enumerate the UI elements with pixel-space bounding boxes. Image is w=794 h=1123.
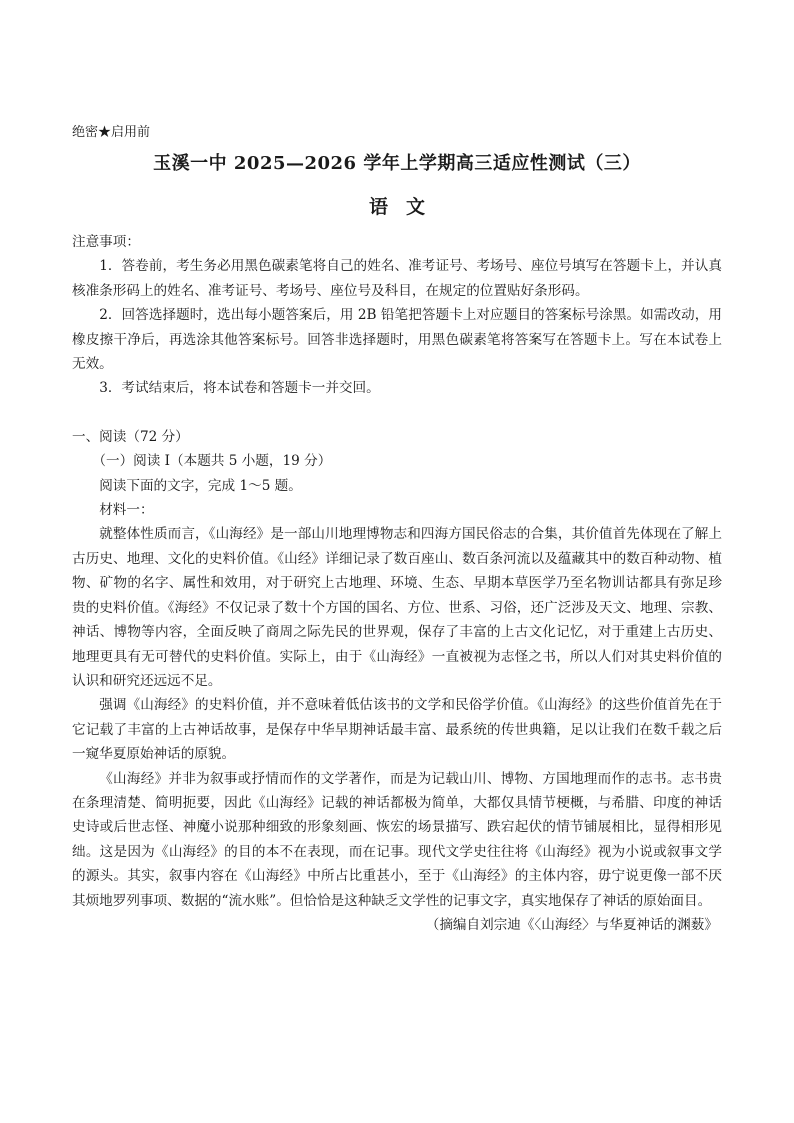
notice-item: 3．考试结束后，将本试卷和答题卡一并交回。 [99, 380, 380, 397]
subject-title: 语文 [368, 196, 443, 218]
notice-heading: 注意事项： [72, 234, 140, 250]
material-paragraph: 就整体性质而言，《山海经》是一部山川地理博物志和四海方国民俗志的合集，其价值首先体现在了解上古历史、地理、文化的史料价值。《山经》详细记录了数百座山、数百条河流以及蕴藏其中的数百种动物、植物、矿物的名字、属性和效用，对于研究上古地理、环境、生态、早期本草医学乃至名物训诂都具有弥足珍贵的史料价值。《海经》不仅记录了数十个方国的国名、方位、世系、习俗，还广泛涉及天文、地理、宗教、神话、博物等内容，全面反映了商周之际先民的世界观，保存了丰富的上古文化记忆，对于重建上古历史、地理更具有无可替代的史料价值。实际上，由于《山海经》一直被视为志怪之书，所以人们对其史料价值的认识和研究还远远不足。 [72, 526, 722, 689]
material-source: （摘编自刘宗迪《〈山海经〉与华夏神话的渊薮》 [425, 916, 718, 933]
notice-item: 2．回答选择题时，选出每小题答案后，用 2B 铅笔把答题卡上对应题目的答案标号涂黑。如需改动，用橡皮擦干净后，再选涂其他答案标号。回答非选择题时，用黑色碳素笔将答案写在答题卡上。写在本试卷上无效。 [72, 307, 722, 373]
material-paragraph: 强调《山海经》的史料价值，并不意味着低估该书的文学和民俗学价值。《山海经》的这些价值首先在于它记载了丰富的上古神话故事，是保存中华早期神话最丰富、最系统的传世典籍，足以让我们在数千载之后一窥华夏原始神话的原貌。 [72, 697, 722, 763]
section-title: 一、阅读（72 分） [72, 428, 189, 445]
material-label: 材料一： [99, 502, 154, 519]
exam-content [72, 230, 722, 937]
confidential-label: 绝密★启用前 [72, 125, 151, 140]
material-paragraph: 《山海经》并非为叙事或抒情而作的文学著作，而是为记载山川、博物、方国地理而作的志书。志书贵在条理清楚、简明扼要，因此《山海经》记载的神话都极为简单，大都仅具情节梗概，与希腊、印度的神话史诗或后世志怪、神魔小说那种细致的形象刻画、恢宏的场景描写、跌宕起伏的情节铺展相比，显得相形见绌。这是因为《山海经》的目的本不在表现，而在记事。现代文学史往往将《山海经》视为小说或叙事文学的源头。其实，叙事内容在《山海经》中所占比重甚小，至于《山海经》的主体内容，毋宁说更像一部不厌其烦地罗列事项、数据的“流水账”。但恰恰是这种缺乏文学性的记事文字，真实地保存了神话的原始面目。 [72, 770, 722, 909]
section-subtitle: （一）阅读 I（本题共 5 小题，19 分） [92, 453, 332, 470]
spacer [72, 401, 722, 425]
section-instruction: 阅读下面的文字，完成 1～5 题。 [99, 477, 302, 494]
exam-title: 玉溪一中 2025—2026 学年上学期高三适应性测试（三） [153, 153, 641, 174]
notice-item: 1．答卷前，考生务必用黑色碳素笔将自己的姓名、准考证号、考场号、座位号填写在答题卡上，并认真核准条形码上的姓名、准考证号、考场号、座位号及科目，在规定的位置贴好条形码。 [72, 258, 722, 299]
